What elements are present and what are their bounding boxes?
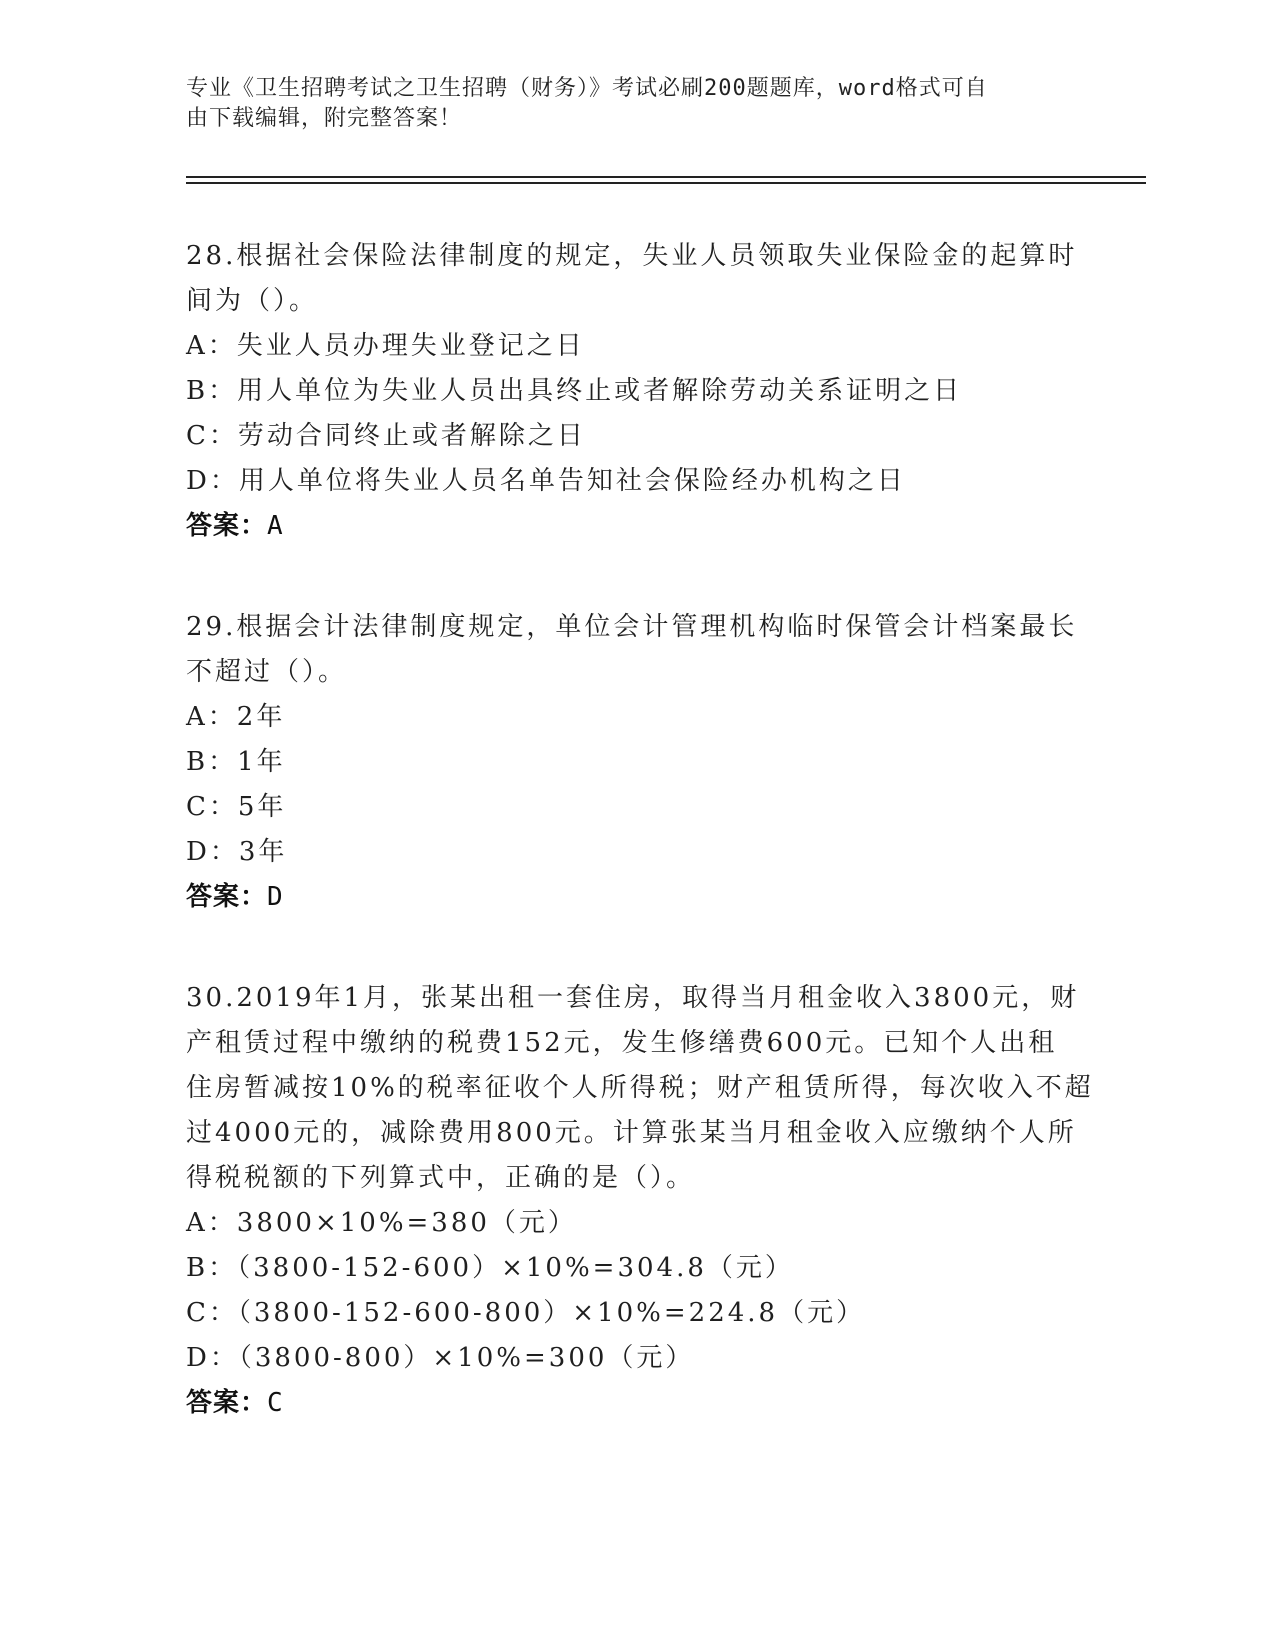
document-header — [186, 74, 1086, 134]
option-a: A：2年 — [186, 702, 286, 732]
question-text-line: 产租赁过程中缴纳的税费152元，发生修缮费600元。已知个人出租 — [186, 1028, 1058, 1058]
option-b: B：（3800-152-600）×10%=304.8（元） — [186, 1253, 794, 1283]
question-text-line: 住房暂减按10%的税率征收个人所得税；财产租赁所得，每次收入不超 — [186, 1073, 1094, 1103]
answer-value: A — [267, 511, 284, 541]
answer-label: 答案： — [186, 511, 268, 541]
answer-value: D — [267, 882, 284, 912]
option-c: C：（3800-152-600-800）×10%=224.8（元） — [186, 1298, 866, 1328]
header-divider-bottom — [186, 182, 1146, 184]
question-text-line: 过4000元的，减除费用800元。计算张某当月租金收入应缴纳个人所 — [186, 1118, 1077, 1148]
question-text-line: 28.根据社会保险法律制度的规定，失业人员领取失业保险金的起算时 — [186, 241, 1078, 271]
option-c: C：5年 — [186, 792, 287, 822]
answer-label: 答案： — [186, 1388, 268, 1418]
question-text-line: 29.根据会计法律制度规定，单位会计管理机构临时保管会计档案最长 — [186, 612, 1078, 642]
option-b: B：用人单位为失业人员出具终止或者解除劳动关系证明之日 — [186, 376, 963, 406]
header-line-1: 专业《卫生招聘考试之卫生招聘（财务）》考试必刷200题题库，word格式可自 — [186, 76, 988, 101]
option-d: D：用人单位将失业人员名单告知社会保险经办机构之日 — [186, 466, 906, 496]
question-list — [186, 234, 1094, 1482]
answer-value: C — [267, 1388, 284, 1418]
question-item — [186, 605, 1086, 920]
option-c: C：劳动合同终止或者解除之日 — [186, 421, 586, 451]
option-d: D：（3800-800）×10%=300（元） — [186, 1343, 695, 1373]
header-line-2: 由下载编辑，附完整答案！ — [186, 106, 463, 131]
question-item — [186, 234, 1086, 549]
option-d: D：3年 — [186, 837, 288, 867]
header-divider-top — [186, 176, 1146, 178]
option-b: B：1年 — [186, 747, 286, 777]
answer — [186, 875, 1086, 920]
question-text-line: 间为（）。 — [186, 286, 319, 316]
option-a: A：失业人员办理失业登记之日 — [186, 331, 585, 361]
question-item — [186, 976, 1094, 1426]
answer-label: 答案： — [186, 882, 268, 912]
question-text-line: 30.2019年1月，张某出租一套住房，取得当月租金收入3800元，财 — [186, 983, 1080, 1013]
question-text-line: 得税税额的下列算式中，正确的是（）。 — [186, 1163, 696, 1193]
option-a: A：3800×10%=380（元） — [186, 1208, 577, 1238]
answer — [186, 504, 1086, 549]
question-text-line: 不超过（）。 — [186, 657, 348, 687]
answer — [186, 1381, 1086, 1426]
